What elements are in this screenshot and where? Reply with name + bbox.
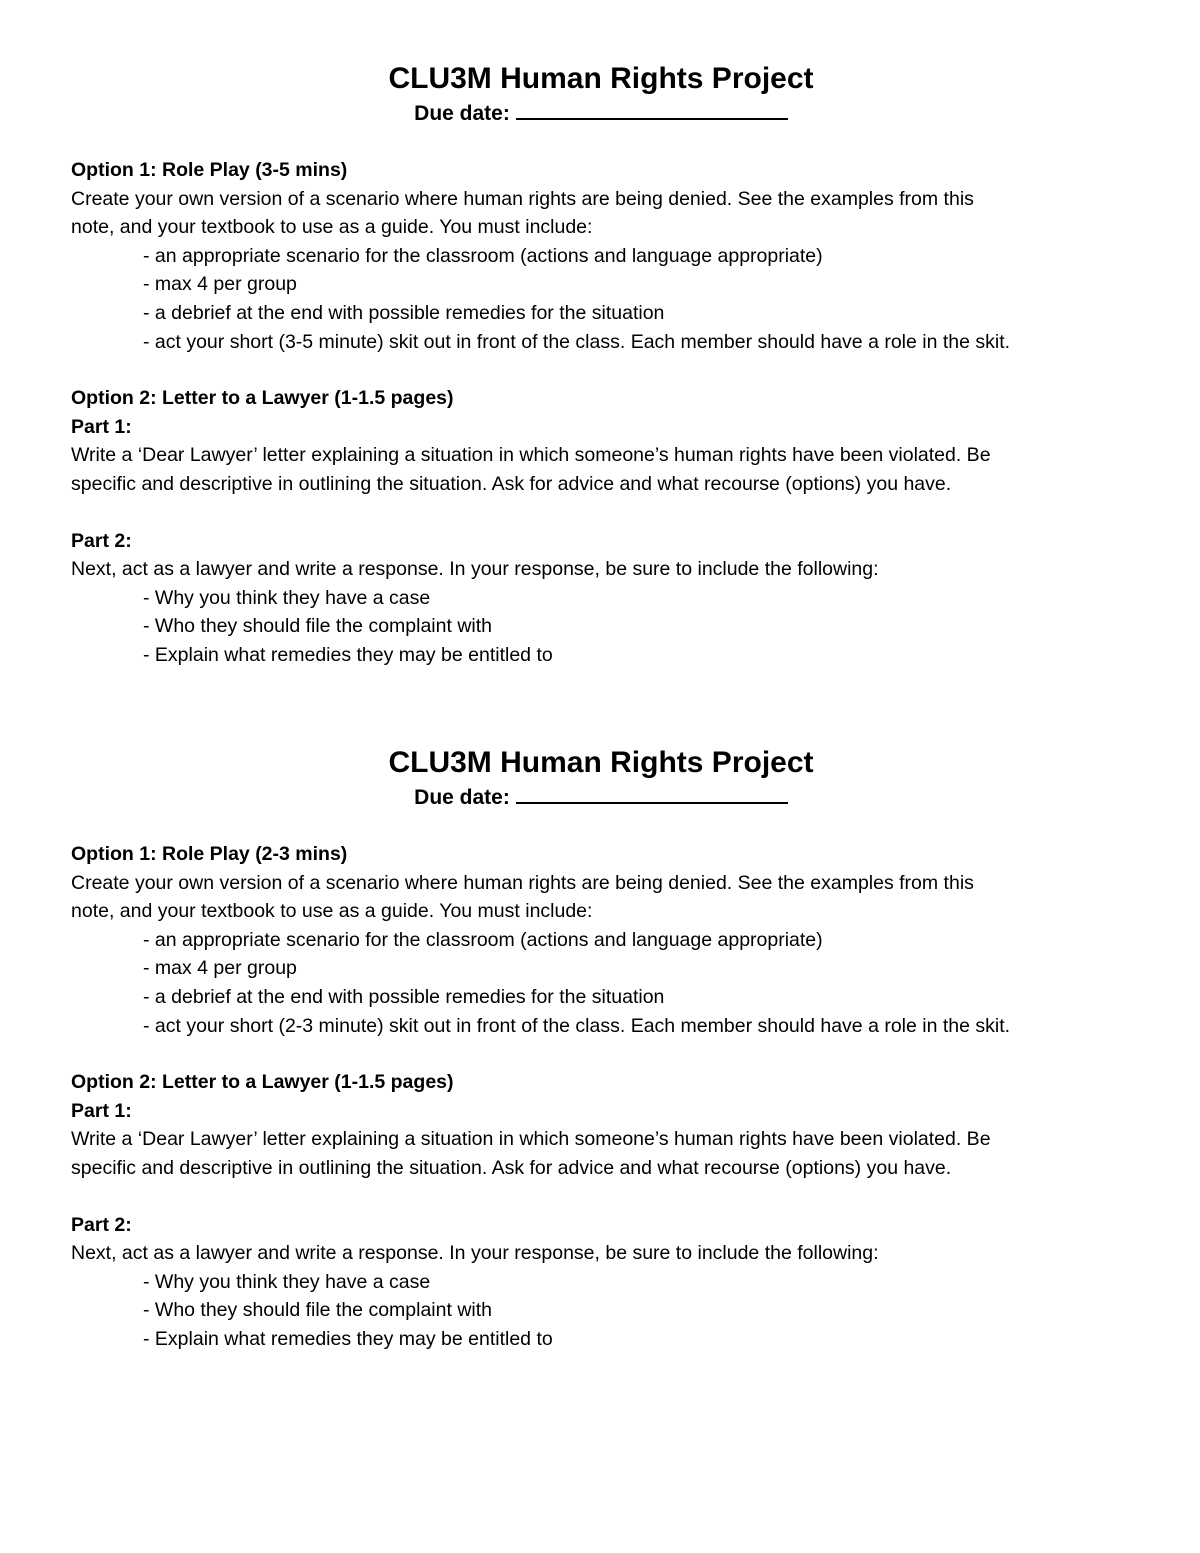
list-item: - Who they should file the complaint with	[143, 615, 493, 638]
option-1-intro-line-2: note, and your textbook to use as a guide. You must include:	[71, 216, 593, 239]
due-date-line	[71, 98, 1131, 128]
project-sheet-1	[71, 60, 1131, 670]
list-item: - Explain what remedies they may be entitled to	[143, 1327, 553, 1350]
list-item: - a debrief at the end with possible remedies for the situation	[143, 985, 665, 1008]
part-2-label: Part 2:	[71, 1213, 132, 1236]
option-2-heading: Option 2: Letter to a Lawyer (1-1.5 pages)	[71, 1071, 454, 1094]
part-1-line-2: specific and descriptive in outlining the situation. Ask for advice and what recourse (options) you have.	[71, 1156, 952, 1179]
due-date-label: Due date:	[414, 102, 510, 125]
project-sheet-2	[71, 744, 1131, 1354]
part-2-intro: Next, act as a lawyer and write a response. In your response, be sure to include the following:	[71, 1242, 879, 1265]
part-2-block	[71, 527, 1131, 670]
list-item: - Why you think they have a case	[143, 1270, 431, 1293]
part-2-intro: Next, act as a lawyer and write a response. In your response, be sure to include the following:	[71, 558, 879, 581]
option-1-block	[71, 840, 1131, 1040]
part-2-block	[71, 1211, 1131, 1354]
list-item: - act your short (3-5 minute) skit out in front of the class. Each member should have a role in the skit.	[143, 330, 1011, 353]
part-1-line-2: specific and descriptive in outlining the situation. Ask for advice and what recourse (options) you have.	[71, 472, 952, 495]
option-1-intro-line-2: note, and your textbook to use as a guide. You must include:	[71, 900, 593, 923]
due-date-label: Due date:	[414, 786, 510, 809]
list-item: - a debrief at the end with possible remedies for the situation	[143, 301, 665, 324]
due-date-blank	[516, 782, 788, 804]
option-1-heading: Option 1: Role Play (2-3 mins)	[71, 843, 348, 865]
due-date-line	[71, 782, 1131, 812]
part-1-line-1: Write a ‘Dear Lawyer’ letter explaining a situation in which someone’s human rights have been violated. Be	[71, 1128, 991, 1151]
option-2-block	[71, 1068, 1131, 1182]
option-2-heading: Option 2: Letter to a Lawyer (1-1.5 pages)	[71, 387, 454, 410]
part-2-label: Part 2:	[71, 529, 132, 552]
list-item: - an appropriate scenario for the classroom (actions and language appropriate)	[143, 244, 823, 267]
list-item: - max 4 per group	[143, 273, 297, 296]
page-title: CLU3M Human Rights Project	[388, 746, 814, 779]
option-1-heading: Option 1: Role Play (3-5 mins)	[71, 159, 348, 181]
due-date-blank	[516, 98, 788, 120]
list-item: - Explain what remedies they may be entitled to	[143, 643, 553, 666]
option-2-block	[71, 384, 1131, 498]
list-item: - an appropriate scenario for the classroom (actions and language appropriate)	[143, 928, 823, 951]
list-item: - Why you think they have a case	[143, 586, 431, 609]
part-1-line-1: Write a ‘Dear Lawyer’ letter explaining a situation in which someone’s human rights have been violated. Be	[71, 444, 991, 467]
option-1-intro-line-1: Create your own version of a scenario where human rights are being denied. See the examples from this	[71, 871, 974, 894]
option-1-intro-line-1: Create your own version of a scenario where human rights are being denied. See the examples from this	[71, 187, 974, 210]
list-item: - max 4 per group	[143, 957, 297, 980]
list-item: - Who they should file the complaint with	[143, 1299, 493, 1322]
list-item: - act your short (2-3 minute) skit out in front of the class. Each member should have a role in the skit.	[143, 1014, 1011, 1037]
part-1-label: Part 1:	[71, 415, 132, 438]
page-title: CLU3M Human Rights Project	[388, 62, 814, 95]
part-1-label: Part 1:	[71, 1099, 132, 1122]
option-1-block	[71, 156, 1131, 356]
